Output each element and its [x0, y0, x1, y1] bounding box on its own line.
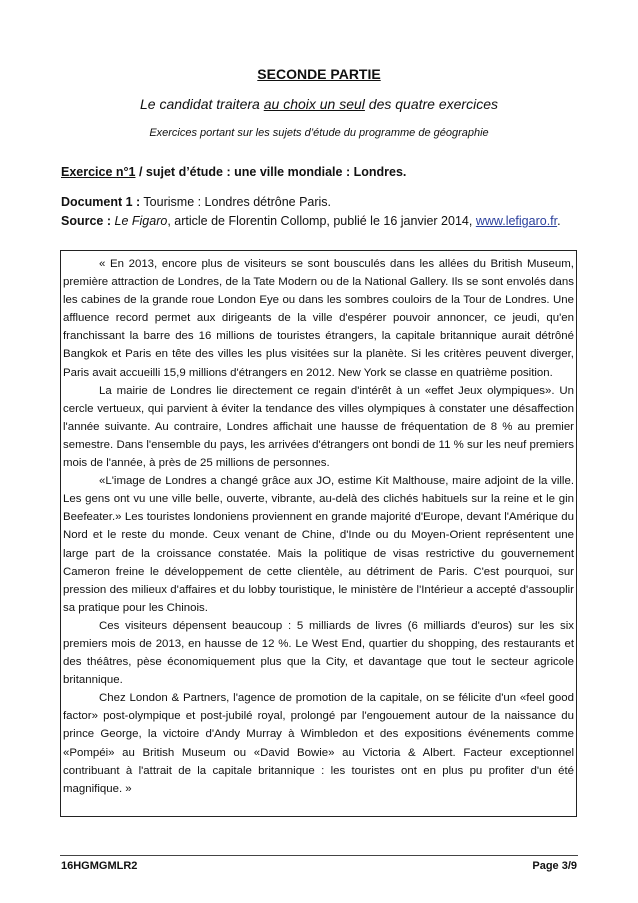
exercise-label: Exercice n°1: [61, 165, 136, 179]
source-publication: Le Figaro: [114, 214, 168, 228]
source-link[interactable]: www.lefigaro.fr: [475, 214, 558, 228]
instruction-line: [0, 96, 638, 112]
article-box: [60, 250, 577, 817]
source-end: .: [557, 214, 561, 228]
instruction-pre: Le candidat traitera: [139, 96, 264, 112]
document-title: Tourisme : Londres détrône Paris.: [140, 195, 332, 209]
footer-divider: [60, 855, 578, 856]
article-paragraph: Ces visiteurs dépensent beaucoup : 5 milliards de livres (6 milliards d'euros) sur les six premiers mois de 2013, en hausse de 12 %. Le West End, quartier du shopping, des restaurants et des théâtres, pèse économiquement plus que la City, et davantage que tout le secteur agricole britannique.: [63, 619, 574, 687]
instruction-underlined: au choix un seul: [263, 96, 365, 112]
article-paragraph: La mairie de Londres lie directement ce regain d'intérêt à un «effet Jeux olympiques». Un cercle vertueux, qui parvient à éviter la tendance des villes olympiques à constater une désaffection l'année suivante. Au contraire, Londres affichait une hausse de fréquentation de 8 % au premier semestre. Dans l'ensemble du pays, les arrivées d'étrangers ont bondi de 11 % sur les neuf premiers mois de l'année, à près de 25 millions de personnes.: [63, 384, 574, 470]
section-title: SECONDE PARTIE: [257, 66, 381, 82]
source-label: Source :: [61, 214, 112, 228]
document-label: Document 1 :: [61, 195, 141, 209]
instruction-subtitle: Exercices portant sur les sujets d’étude du programme de géographie: [149, 127, 489, 139]
instruction-post: des quatre exercices: [364, 96, 498, 112]
article-paragraph: « En 2013, encore plus de visiteurs se sont bousculés dans les allées du British Museum, première attraction de Londres, de la Tate Modern ou de la National Gallery. Ils se sont envolés dans les cabines de la grande roue London Eye ou dans les sombres couloirs de la Tour de Londres. Une affluence record permet aux dirigeants de la ville d'espérer pouvoir annoncer, ce jeudi, qu'en franchissant la barre des 16 millions de touristes étrangers, la capitale britannique aurait détrôné Bangkok et Paris en tête des villes les plus visitées sur la planète. Si les critères peuvent diverger, Paris avait accueilli 15,9 millions d'étrangers en 2012. New York se classe en quatrième position.: [63, 258, 574, 379]
document-code: 16HGMGMLR2: [61, 860, 138, 872]
document-title-line: [61, 195, 331, 209]
page-number: Page 3/9: [532, 860, 577, 872]
exercise-topic: / sujet d’étude : une ville mondiale : Londres.: [135, 165, 407, 179]
exercise-heading: [61, 165, 406, 179]
article-paragraph: «L'image de Londres a changé grâce aux JO, estime Kit Malthouse, maire adjoint de la ville. Les gens ont vu une ville belle, ouverte, vibrante, au-delà des clichés habituels sur la reine et le gin Beefeater.» Les touristes londoniens proviennent en grande majorité d'Europe, devant l'Amérique du Nord et le reste du monde. Ceux venant de Chine, d'Inde ou du Moyen-Orient représentent une large part de la croissance constatée. Mais la politique de visas restrictive du gouvernement Cameron freine le développement de cette clientèle, au détriment de Paris. C'est pourquoi, sur pression des milieux d'affaires et du lobby touristique, le ministère de l'Intérieur a accepté d'assouplir sa pratique pour les Chinois.: [63, 475, 574, 614]
article-paragraph: Chez London & Partners, l'agence de promotion de la capitale, on se félicite d'un «feel good factor» post-olympique et post-jubilé royal, prolongé par l'engouement autour de la naissance du prince George, la victoire d'Andy Murray à Wimbledon et des expositions événements comme «Pompéi» au British Museum ou «David Bowie» au Victoria & Albert. Facteur exceptionnel contribuant à l'attrait de la capitale britannique : les touristes ont en plus pu profiter d'un été magnifique. »: [63, 692, 574, 795]
source-line: [61, 214, 561, 228]
source-details: , article de Florentin Collomp, publié le 16 janvier 2014,: [167, 214, 476, 228]
